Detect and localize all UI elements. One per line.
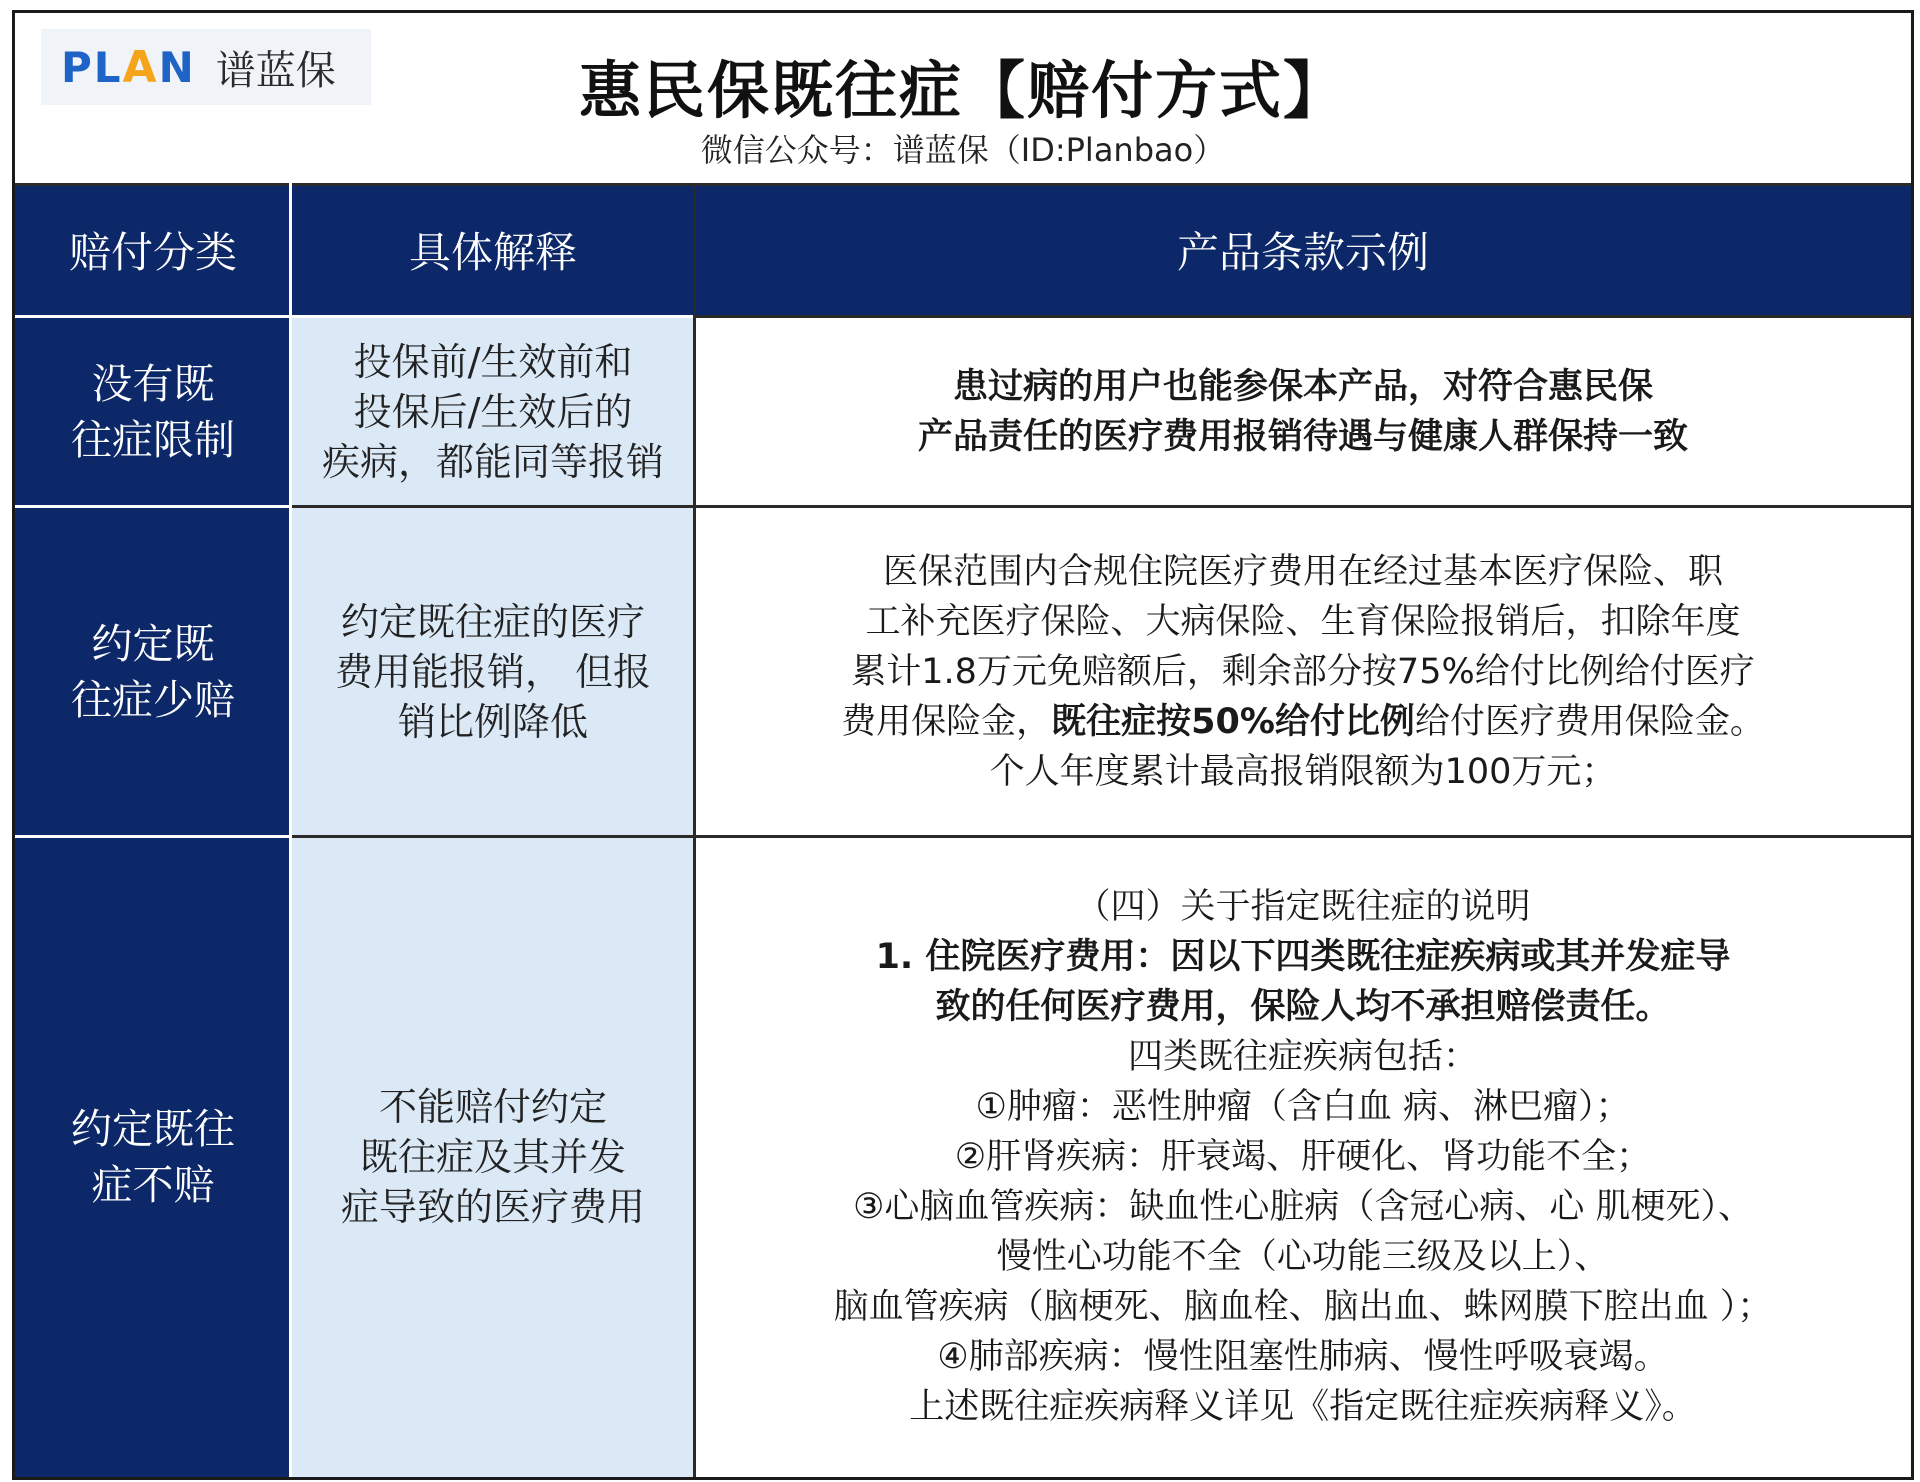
logo-word-pre: PL bbox=[61, 42, 123, 92]
row1-example: 患过病的用户也能参保本产品，对符合惠民保 产品责任的医疗费用报销待遇与健康人群保持一致 bbox=[695, 317, 1911, 507]
page-title: 惠民保既往症【赔付方式】 bbox=[578, 54, 1347, 127]
grid-line-header-right bbox=[695, 315, 1911, 318]
row1-category: 没有既 往症限制 bbox=[15, 317, 291, 507]
row2-explanation: 约定既往症的医疗 费用能报销， 但报 销比例降低 bbox=[291, 507, 695, 837]
header-category: 赔付分类 bbox=[15, 183, 291, 317]
grid-line-row2 bbox=[291, 835, 1911, 838]
grid-line-row2-cat bbox=[15, 835, 291, 838]
row3-example: （四）关于指定既往症的说明 1. 住院医疗费用：因以下四类既往症疾病或其并发症导 致的任何医疗费用，保险人均不承担赔偿责任。 四类既往症疾病包括： ①肿瘤：恶性肿瘤（含白血 病、淋巴瘤）； ②肝肾疾病：肝衰竭、肝硬化、肾功能不全； ③心脑血管疾病：缺血性心脏病（含冠心病、心 肌梗死）、 慢性心功能不全（心功能三级及以上）、 脑血管疾病（脑梗死、脑血栓、脑出血、蛛网膜下腔出血 ）； ④肺部疾病：慢性阻塞性肺病、慢性呼吸衰竭。 上述既往症疾病释义详见《指定既往症疾病释义》。 bbox=[695, 837, 1911, 1477]
page-subtitle: 微信公众号：谱蓝保（ID:Planbao） bbox=[700, 131, 1226, 169]
grid-col-line-2 bbox=[693, 183, 696, 1477]
grid-line-row1-cat bbox=[15, 505, 291, 508]
grid-line-row1 bbox=[291, 505, 1911, 508]
row3-explanation: 不能赔付约定 既往症及其并发 症导致的医疗费用 bbox=[291, 837, 695, 1477]
logo-house-a-icon: A bbox=[122, 41, 159, 93]
row2-category: 约定既 往症少赔 bbox=[15, 507, 291, 837]
header-example: 产品条款示例 bbox=[695, 183, 1911, 317]
row3-category: 约定既往 症不赔 bbox=[15, 837, 291, 1477]
highlight-50-percent: 既往症按50%给付比例 bbox=[1051, 702, 1415, 742]
compensation-table bbox=[15, 183, 1911, 1477]
grid-line-header-left bbox=[15, 315, 695, 318]
infographic-frame bbox=[12, 10, 1914, 1480]
row2-example: 医保范围内合规住院医疗费用在经过基本医疗保险、职 工补充医疗保险、大病保险、生育保险报销后，扣除年度 累计1.8万元免赔额后，剩余部分按75%给付比例给付医疗 费用保险金，既往症按50%给付比例给付医疗费用保险金。 个人年度累计最高报销限额为100万元； bbox=[695, 507, 1911, 837]
logo-word-post: N bbox=[158, 42, 196, 92]
logo-chinese-name: 谱蓝保 bbox=[215, 47, 336, 94]
header-explanation: 具体解释 bbox=[291, 183, 695, 317]
grid-col-line-1 bbox=[289, 183, 292, 1477]
grid-line-top bbox=[15, 183, 1911, 186]
header bbox=[15, 13, 1911, 183]
row1-explanation: 投保前/生效前和 投保后/生效后的 疾病，都能同等报销 bbox=[291, 317, 695, 507]
